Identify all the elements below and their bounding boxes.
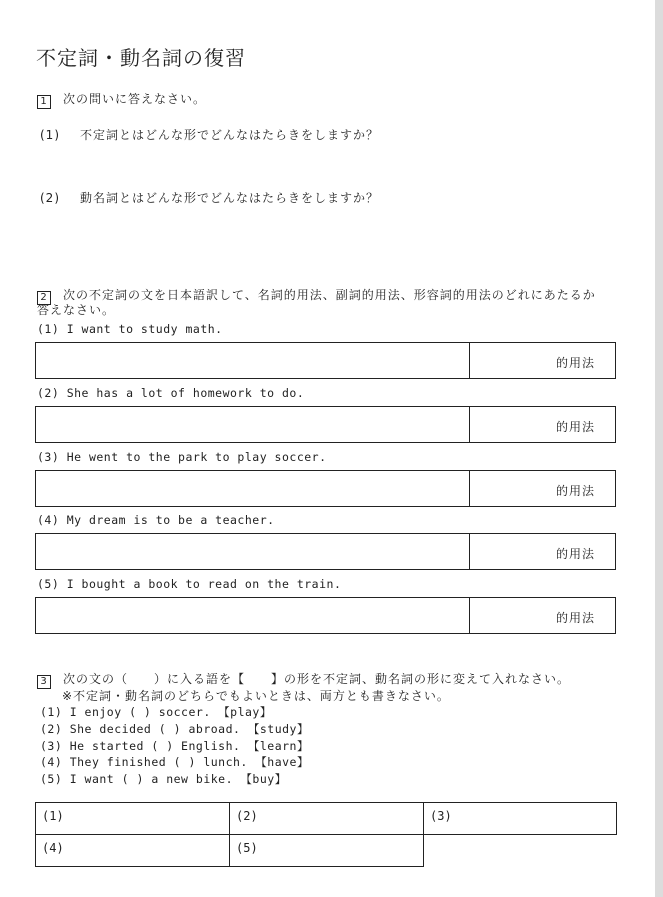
usage-label: 的用法 xyxy=(555,547,595,561)
section-2-item-3: (3) He went to the park to play soccer. xyxy=(37,450,327,464)
section-2-item-2: (2) She has a lot of homework to do. xyxy=(37,386,305,400)
row-divider xyxy=(469,407,470,442)
page-title: 不定詞・動名詞の復習 xyxy=(36,46,246,70)
answer-cell-label: (3) xyxy=(430,809,452,823)
row-divider xyxy=(469,343,470,378)
answer-cell-label: (5) xyxy=(236,841,258,855)
section-1-text: 次の問いに答えなさい。 xyxy=(63,92,207,106)
page-edge xyxy=(655,0,663,897)
section-1-number: 1 xyxy=(37,95,51,109)
row-divider xyxy=(469,471,470,506)
usage-label: 的用法 xyxy=(555,420,595,434)
section-1-question-2 xyxy=(40,189,379,206)
question-text: 不定詞とはどんな形でどんなはたらきをしますか？ xyxy=(80,128,380,142)
section-3-item-1: (1) I enjoy ( ) soccer. 【play】 xyxy=(40,705,272,719)
section-3-number: 3 xyxy=(37,675,51,689)
section-3-note: ※不定詞・動名詞のどちらでもよいときは、両方とも書きなさい。 xyxy=(62,689,450,703)
usage-label: 的用法 xyxy=(555,611,595,625)
usage-label: 的用法 xyxy=(555,356,595,370)
answer-row-2[interactable] xyxy=(35,406,616,443)
answer-row-5[interactable] xyxy=(35,597,616,634)
question-number: (1) xyxy=(40,128,60,142)
answer-cell-4[interactable] xyxy=(35,834,230,867)
answer-cell-label: (1) xyxy=(42,809,64,823)
answer-cell-3[interactable] xyxy=(423,802,617,835)
section-2-text-line1: 次の不定詞の文を日本語訳して、名詞的用法、副詞的用法、形容詞的用法のどれにあたるか xyxy=(63,288,596,302)
answer-cell-label: (4) xyxy=(42,841,64,855)
answer-cell-5[interactable] xyxy=(229,834,424,867)
section-3-item-2: (2) She decided ( ) abroad. 【study】 xyxy=(40,722,309,736)
question-number: (2) xyxy=(40,191,60,205)
section-2-text-line2: 答えなさい。 xyxy=(37,303,116,317)
answer-row-3[interactable] xyxy=(35,470,616,507)
answer-row-4[interactable] xyxy=(35,533,616,570)
section-3-item-4: (4) They finished ( ) lunch. 【have】 xyxy=(40,755,309,769)
section-1-question-1 xyxy=(40,126,379,143)
answer-cell-label: (2) xyxy=(236,809,258,823)
section-1-heading xyxy=(37,90,206,109)
section-3-text: 次の文の（ ）に入る語を【 】の形を不定詞、動名詞の形に変えて入れなさい。 xyxy=(63,672,571,686)
section-2-heading xyxy=(37,286,596,305)
row-divider xyxy=(469,598,470,633)
section-3-item-5: (5) I want ( ) a new bike. 【buy】 xyxy=(40,772,287,786)
answer-cell-2[interactable] xyxy=(229,802,424,835)
row-divider xyxy=(469,534,470,569)
question-text: 動名詞とはどんな形でどんなはたらきをしますか？ xyxy=(80,191,380,205)
section-2-item-1: (1) I want to study math. xyxy=(37,322,223,336)
section-2-item-5: (5) I bought a book to read on the train. xyxy=(37,577,342,591)
section-3-item-3: (3) He started ( ) English. 【learn】 xyxy=(40,739,309,753)
answer-cell-1[interactable] xyxy=(35,802,230,835)
usage-label: 的用法 xyxy=(555,484,595,498)
answer-row-1[interactable] xyxy=(35,342,616,379)
section-2-number: 2 xyxy=(37,291,51,305)
section-2-item-4: (4) My dream is to be a teacher. xyxy=(37,513,275,527)
